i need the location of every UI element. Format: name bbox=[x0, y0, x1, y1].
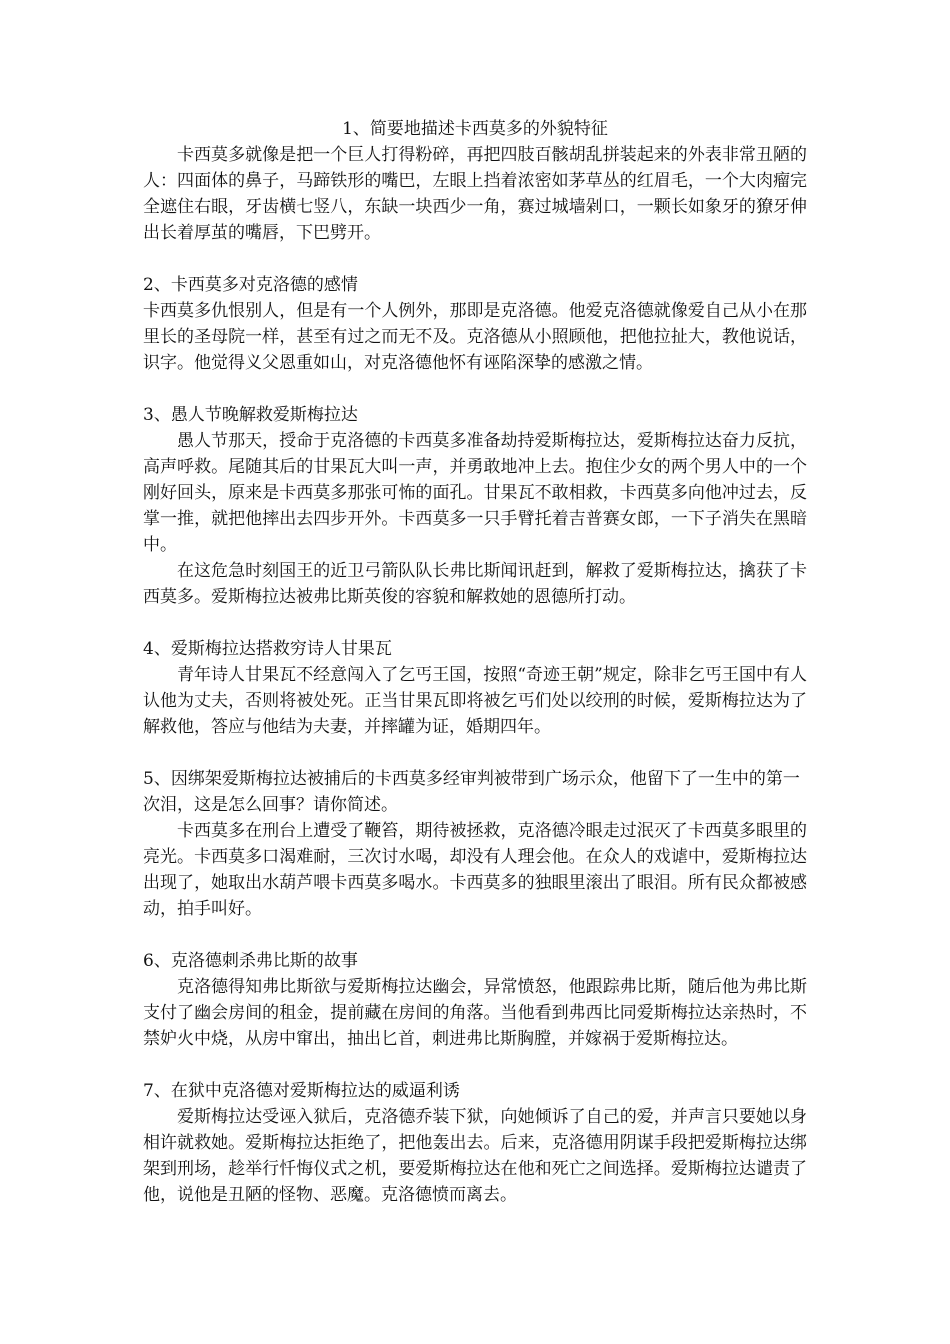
section-5-paragraph: 卡西莫多在刑台上遭受了鞭笞，期待被拯救，克洛德冷眼走过泯灭了卡西莫多眼里的亮光。卡西莫多口渴难耐，三次讨水喝，却没有人理会他。在众人的戏谑中，爱斯梅拉达出现了，她取出水葫芦喂卡西莫多喝水。卡西莫多的独眼里滚出了眼泪。所有民众都被感动，拍手叫好。 bbox=[143, 821, 807, 919]
section-6-heading: 6、克洛德刺杀弗比斯的故事 bbox=[143, 951, 358, 971]
section-4-paragraph: 青年诗人甘果瓦不经意闯入了乞丐王国，按照“奇迹王朝”规定，除非乞丐王国中有人认他为丈夫，否则将被处死。正当甘果瓦即将被乞丐们处以绞刑的时候，爱斯梅拉达为了解救他，答应与他结为夫妻，并摔罐为证，婚期四年。 bbox=[143, 665, 807, 737]
section-4-heading: 4、爱斯梅拉达搭救穷诗人甘果瓦 bbox=[143, 639, 392, 659]
section-1-heading: 1、简要地描述卡西莫多的外貌特征 bbox=[342, 119, 608, 139]
spacer bbox=[143, 740, 807, 766]
section-2-paragraph: 卡西莫多仇恨别人，但是有一个人例外，那即是克洛德。他爱克洛德就像爱自己从小在那里长的圣母院一样，甚至有过之而无不及。克洛德从小照顾他，把他拉扯大，教他说话，识字。他觉得义父恩重如山，对克洛德他怀有诬陷深挚的感激之情。 bbox=[143, 301, 807, 373]
spacer bbox=[143, 610, 807, 636]
section-5-heading: 5、因绑架爱斯梅拉达被捕后的卡西莫多经审判被带到广场示众，他留下了一生中的第一次泪，这是怎么回事？请你简述。 bbox=[143, 769, 800, 815]
section-3-paragraph-1: 愚人节那天，授命于克洛德的卡西莫多准备劫持爱斯梅拉达，爱斯梅拉达奋力反抗，高声呼救。尾随其后的甘果瓦大叫一声，并勇敢地冲上去。抱住少女的两个男人中的一个刚好回头，原来是卡西莫多那张可怖的面孔。甘果瓦不敢相救，卡西莫多向他冲过去，反掌一推，就把他摔出去四步开外。卡西莫多一只手臂托着吉普赛女郎，一下子消失在黑暗中。 bbox=[143, 431, 807, 555]
spacer bbox=[143, 922, 807, 948]
section-7-heading: 7、在狱中克洛德对爱斯梅拉达的威逼利诱 bbox=[143, 1081, 460, 1101]
section-2-heading: 2、卡西莫多对克洛德的感情 bbox=[143, 275, 358, 295]
spacer bbox=[143, 246, 807, 272]
section-3-paragraph-2: 在这危急时刻国王的近卫弓箭队队长弗比斯闻讯赶到，解救了爱斯梅拉达，擒获了卡西莫多。爱斯梅拉达被弗比斯英俊的容貌和解救她的恩德所打动。 bbox=[143, 561, 807, 607]
section-7-paragraph: 爱斯梅拉达受诬入狱后，克洛德乔装下狱，向她倾诉了自己的爱，并声言只要她以身相许就救她。爱斯梅拉达拒绝了，把他轰出去。后来，克洛德用阴谋手段把爱斯梅拉达绑架到刑场，趁举行忏悔仪式之机，要爱斯梅拉达在他和死亡之间选择。爱斯梅拉达谴责了他，说他是丑陋的怪物、恶魔。克洛德愤而离去。 bbox=[143, 1107, 807, 1205]
section-6-paragraph: 克洛德得知弗比斯欲与爱斯梅拉达幽会，异常愤怒，他跟踪弗比斯，随后他为弗比斯支付了幽会房间的租金，提前藏在房间的角落。当他看到弗西比同爱斯梅拉达亲热时，不禁妒火中烧，从房中窜出，抽出匕首，刺进弗比斯胸膛，并嫁祸于爱斯梅拉达。 bbox=[143, 977, 807, 1049]
spacer bbox=[143, 1052, 807, 1078]
section-3-heading: 3、愚人节晚解救爱斯梅拉达 bbox=[143, 405, 358, 425]
document-page bbox=[143, 116, 807, 1208]
section-1-paragraph: 卡西莫多就像是把一个巨人打得粉碎，再把四肢百骸胡乱拼装起来的外表非常丑陋的人：四面体的鼻子，马蹄铁形的嘴巴，左眼上挡着浓密如茅草丛的红眉毛，一个大肉瘤完全遮住右眼，牙齿横七竖八，东缺一块西少一角，赛过城墙剁口，一颗长如象牙的獠牙伸出长着厚茧的嘴唇，下巴劈开。 bbox=[143, 145, 807, 243]
spacer bbox=[143, 376, 807, 402]
